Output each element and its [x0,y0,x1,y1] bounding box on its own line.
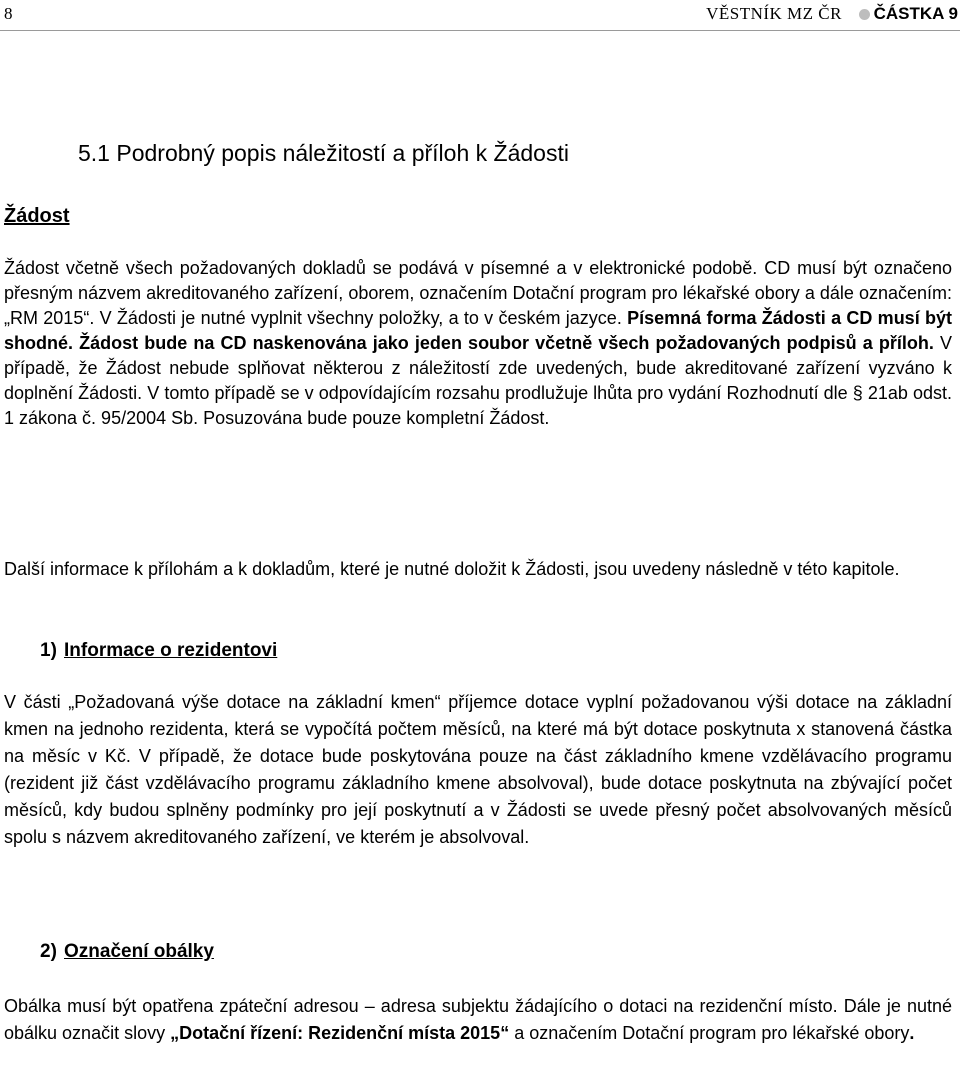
zadost-heading: Žádost [4,205,70,227]
subsection-heading-resident [40,640,277,662]
subsection-number: 1) [40,640,57,661]
paragraph-resident: V části „Požadovaná výše dotace na základní kmen“ příjemce dotace vyplní požadovanou výši dotace na základní kmen na jednoho rezidenta, která se vypočítá počtem měsíců, na které má být dotace poskytnuta x stanovená částka na měsíc v Kč. V případě, že dotace bude poskytována pouze na část základního kmene vzdělávacího programu (rezident již část vzdělávacího programu základního kmene absolvoval), bude dotace poskytnuta na zbývající počet měsíců, kdy budou splněny podmínky pro její poskytnutí a v Žádosti se uvede přesný počet absolvovaných měsíců spolu s názvem akreditovaného zařízení, ve kterém je absolvoval. [4,692,952,847]
paragraph-further-info: Další informace k přílohám a k dokladům, které je nutné doložit k Žádosti, jsou uvedeny následně v této kapitole. [4,559,900,579]
subsection-heading-envelope [40,941,214,963]
paragraph-text: V případě, že Žádost nebude splňovat některou z náležitostí zde uvedených, bude akreditované zařízení vyzváno k doplnění Žádosti. V tomto případě se v odpovídajícím rozsahu prodlužuje lhůta pro vydání Rozhodnutí dle § 21ab odst. 1 zákona č. 95/2004 Sb. Posuzována bude pouze kompletní Žádost. [4,333,953,428]
page-header [0,0,960,30]
paragraph-envelope [4,993,952,1047]
paragraph-bold-text: „Dotační řízení: Rezidenční místa 2015“ [170,1023,510,1043]
paragraph-text: Obálka musí být opatřena zpáteční adresou – adresa subjektu žádajícího o dotaci na rezidenční místo. Dále je nutné obálku označit slovy [4,996,952,1043]
paragraph-bold-text: Písemná forma Žádosti a CD musí být shodné. Žádost bude na CD naskenována jako jeden soubor včetně všech požadovaných podpisů a příloh. [4,308,952,353]
issue-part: ČÁSTKA 9 [873,4,958,23]
bullet-dot-icon [859,9,870,20]
paragraph-zadost [4,256,952,431]
section-title: 5.1 Podrobný popis náležitostí a příloh k Žádosti [78,140,569,166]
page-number: 8 [4,4,13,23]
paragraph-bold-text: . [909,1023,915,1043]
paragraph-text: a označením Dotační program pro lékařské obory [509,1023,910,1043]
subsection-number: 2) [40,941,57,962]
journal-title: VĚSTNÍK MZ ČR [706,4,842,23]
subsection-title: Informace o rezidentovi [64,640,278,661]
paragraph-text: Žádost včetně všech požadovaných dokladů se podává v písemné a v elektronické podobě. CD musí být označeno přesným názvem akreditovaného zařízení, oborem, označením Dotační program pro lékařské obory a dále označením: „RM 2015“. V Žádosti je nutné vyplnit všechny položky, a to v českém jazyce. [4,258,952,328]
subsection-title: Označení obálky [64,941,214,962]
header-divider [0,30,960,31]
